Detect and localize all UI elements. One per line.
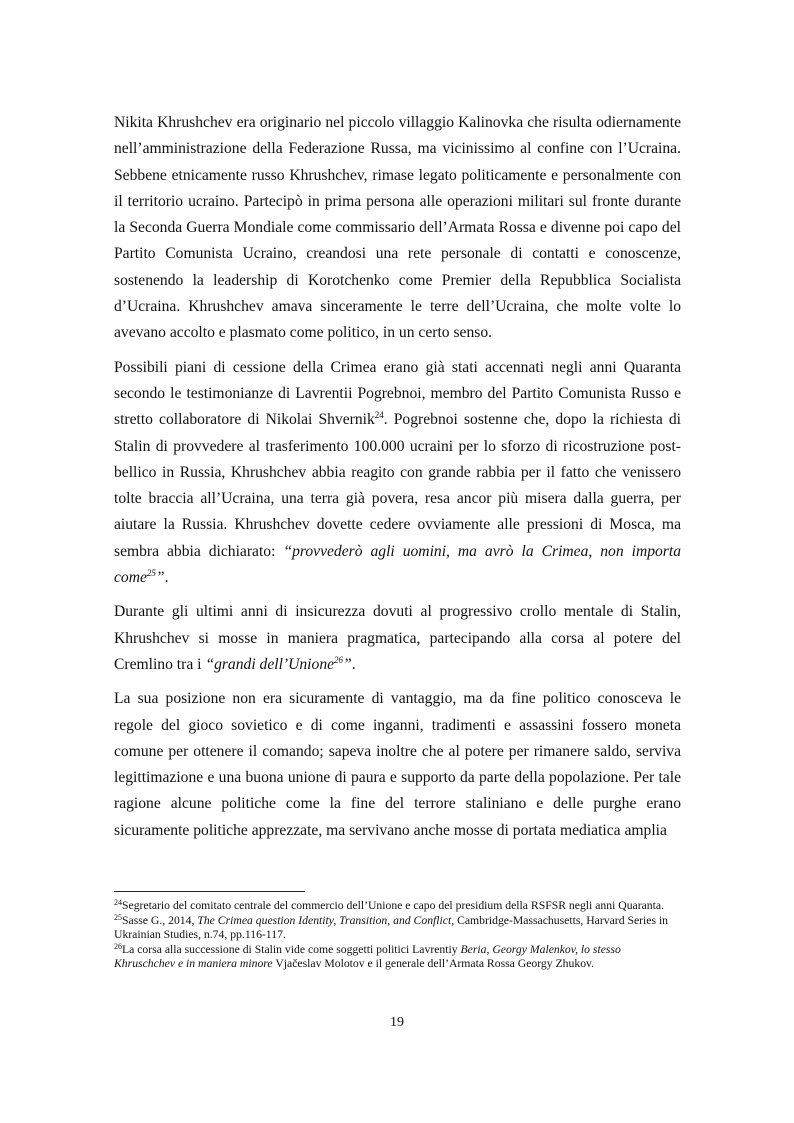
khrushchev-quote: “provvederò agli uomini, ma avrò la Crimea, non importa come$^{25}$” <box>114 542 681 587</box>
paragraph-1: Nikita Khrushchev era originario nel piccolo villaggio Kalinovka che risulta odiernamente nell’amministrazione della Federazione Russa, ma vicinissimo al confine con l’Ucraina. Sebbene etnicamente russo Khrushchev, rimase legato politicamente e personalmente con il territorio ucraino. Partecipò in prima persona alle operazioni militari sul fronte durante la Seconda Guerra Mondiale come commissario dell’Armata Rossa e divenne poi capo del Partito Comunista Ucraino, creandosi una rete personale di contatti e conoscenze, sostenendo la leadership di Korotchenko come Premier della Repubblica Socialista d’Ucraina. Khrushchev amava sinceramente le terre dell’Ucraina, che molte volte lo avevano accolto e plasmato come politico, in un certo senso. <box>114 114 681 342</box>
quoted-phrase: “grandi dell’Unione$^{26}$” <box>205 654 352 673</box>
footnote-24: $^{24}$Segretario del comitato centrale del commercio dell’Unione e capo del presidium della RSFSR negli anni Quaranta. <box>114 898 665 912</box>
footnote-number: 25 <box>114 912 122 922</box>
footnote-26: $^{26}$La corsa alla successione di Stalin vide come soggetti politici Lavrentiy Beria, Georgy Malenkov, lo stesso Khruschchev e in maniera minore Vjačeslav Molotov e il generale dell’Armata Rossa Georgy Zhukov. <box>114 941 621 971</box>
footnote-ref-26[interactable]: 26 <box>334 654 344 665</box>
footnote-ref-25[interactable]: 25 <box>146 568 156 579</box>
body-text <box>114 110 681 844</box>
footnote-number: 24 <box>114 898 122 907</box>
paragraph-2: Possibili piani di cessione della Crimea erano già stati accennati negli anni Quaranta secondo le testimonianze di Lavrentii Pogrebnoi, membro del Partito Comunista Russo e stretto collaboratore di Nikolai Shvernik$^{24}$. Pogrebnoi sostenne che, dopo la richiesta di Stalin di provvedere al trasferimento 100.000 ucraini per lo sforzo di ricostruzione post-bellico in Russia, Khrushchev abbia reagito con grande rabbia per il fatto che venissero tolte braccia all’Ucraina, una terra già povera, resa ancor più misera dalla guerra, per aiutare la Russia. Khrushchev dovette cedere ovviamente alle pressioni di Mosca, ma sembra abbia dichiarato: “provvederò agli uomini, ma avrò la Crimea, non importa come$^{25}$”. <box>114 358 681 587</box>
footnotes <box>114 899 681 972</box>
paragraph-4: La sua posizione non era sicuramente di vantaggio, ma da fine politico conosceva le regole del gioco sovietico e di come inganni, tradimenti e assassini fossero moneta comune per ottenere il comando; sapeva inoltre che al potere per rimanere saldo, serviva legittimazione e una buona unione di paura e supporto da parte della popolazione. Per tale ragione alcune politiche come la fine del terrore staliniano e delle purghe erano sicuramente politiche apprezzate, ma servivano anche mosse di portata mediatica amplia <box>114 690 681 839</box>
footnote-25: $^{25}$Sasse G., 2014, The Crimea question Identity, Transition, and Conflict, Cambridge-Massachusetts, Harvard Series in Ukrainian Studies, n.74, pp.116-117. <box>114 912 669 942</box>
footnote-ref-24[interactable]: 24 <box>374 410 384 421</box>
footnote-number: 26 <box>114 941 122 951</box>
footnote-divider <box>114 891 305 892</box>
page-number: 19 <box>390 1015 404 1030</box>
paragraph-3: Durante gli ultimi anni di insicurezza dovuti al progressivo crollo mentale di Stalin, Khrushchev si mosse in maniera pragmatica, partecipando alla corsa al potere del Cremlino tra i “grandi dell’Unione$^{26}$”. <box>114 603 681 673</box>
